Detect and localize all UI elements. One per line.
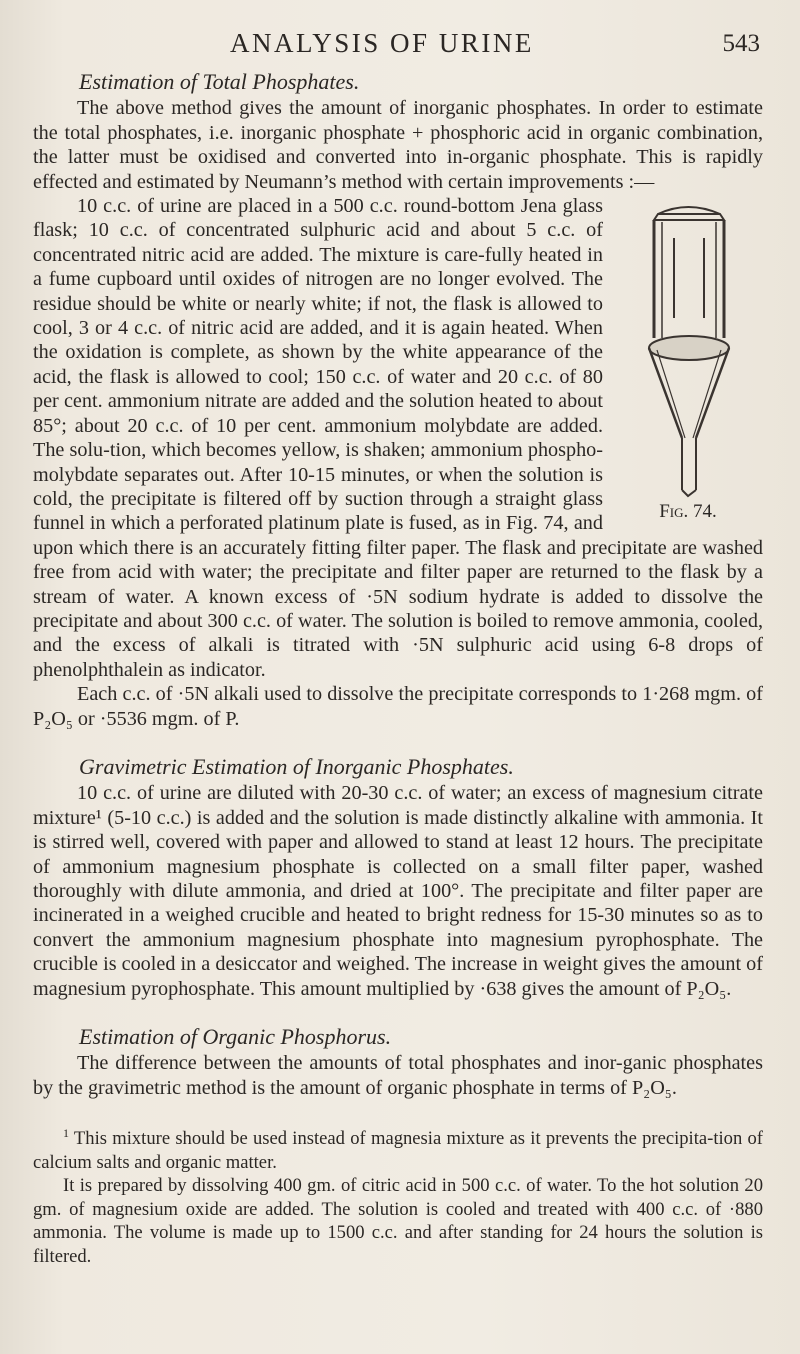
page-header [230, 22, 760, 62]
section-heading-total-phosphates: Estimation of Total Phosphates. [79, 69, 360, 94]
paragraph: The difference between the amounts of total phosphates and inor-ganic phosphates by the gravimetric method is the amount of organic phosphate in terms of P₂O₅. [33, 1052, 763, 1099]
page-number: 543 [722, 30, 760, 57]
footnote-line: It is prepared by dissolving 400 gm. of citric acid in 500 c.c. of water. To the hot solution 20 gm. of magnesium oxide are added. The solution is cooled and treated with 400 c.c. of ·880 ammonia. The volume is made up to 1500 c.c. and after standing for 24 hours the solution is filtered. [33, 1175, 763, 1267]
funnel-illustration [628, 198, 748, 498]
footnote-text: This mixture should be used instead of magnesia mixture as it prevents the precipita-tion of calcium salts and organic matter. [33, 1128, 763, 1173]
page-body [33, 64, 763, 1268]
paragraph: The above method gives the amount of inorganic phosphates. In order to estimate the total phosphates, i.e. inorganic phosphate + phosphoric acid in organic combination, the latter must be oxidised and converted into in-organic phosphate. This is rapidly effected and estimated by Neumann’s method with certain improvements :— [33, 97, 763, 193]
paragraph: 10 c.c. of urine are diluted with 20-30 c.c. of water; an excess of magnesium citrate mixture¹ (5-10 c.c.) is added and the solution is made distinctly alkaline with ammonia. It is stirred well, covered with paper and allowed to stand at least 12 hours. The precipitate of ammonium magnesium phosphate is collected on a small filter paper, washed thoroughly with dilute ammonia, and dried at 100°. The precipitate and filter paper are incinerated in a weighed crucible and heated to bright redness for 15-30 minutes so as to convert the ammonium magnesium phosphate into magnesium pyrophosphate. The crucible is cooled in a desiccator and weighed. The increase in weight gives the amount of magnesium pyrophosphate. This amount multiplied by ·638 gives the amount of P₂O₅. [33, 782, 763, 1000]
figure-74 [613, 198, 763, 524]
running-title: ANALYSIS OF URINE [230, 28, 534, 58]
section-heading-organic-phosphorus: Estimation of Organic Phosphorus. [79, 1024, 392, 1050]
footnote-mark: 1 [63, 1126, 69, 1141]
paragraph: 10 c.c. of urine are placed in a 500 c.c. round-bottom Jena glass flask; 10 c.c. of concentrated sulphuric acid and about 5 c.c. of concentrated nitric acid are added. The mixture is care-fully heated in a fume cupboard until oxides of nitrogen are no longer evolved. The residue should be white or nearly white; if not, the flask is allowed to cool, 3 or 4 c.c. of nitric acid are added, and it is again heated. When the oxidation is complete, as shown by the white appearance of the acid, the flask is allowed to cool; 150 c.c. of water and 20 c.c. of 80 per cent. ammonium nitrate are added and the solution heated to about 85°; about 20 c.c. of 10 per cent. ammonium molybdate are added. The solu-tion, which becomes yellow, is shaken; ammonium phospho-molybdate separates out. After 10-15 minutes, or when the solution is cold, the precipitate is filtered off by suction through a straight glass funnel in which a perforated platinum plate is fused, as in Fig. 74, and upon which there is an accurately fitting filter paper. The flask and precipitate are washed free from acid with water; the precipitate and filter paper are returned to the flask by a stream of water. A known excess of ·5N sodium hydrate is added to dissolve the precipitate and about 300 c.c. of water. The solution is boiled to remove ammonia, cooled, and the excess of alkali is titrated with ·5N sulphuric acid using 6-8 drops of phenolphthalein as indicator. [33, 195, 763, 681]
paragraph: Each c.c. of ·5N alkali used to dissolve the precipitate corresponds to 1·268 mgm. of P₂O₅ or ·5536 mgm. of P. [33, 683, 763, 730]
figure-caption: Fig. 74. [659, 501, 717, 523]
footnote [33, 1122, 763, 1268]
footnote-line [33, 1122, 763, 1174]
section-heading-gravimetric: Gravimetric Estimation of Inorganic Phosphates. [79, 753, 514, 779]
